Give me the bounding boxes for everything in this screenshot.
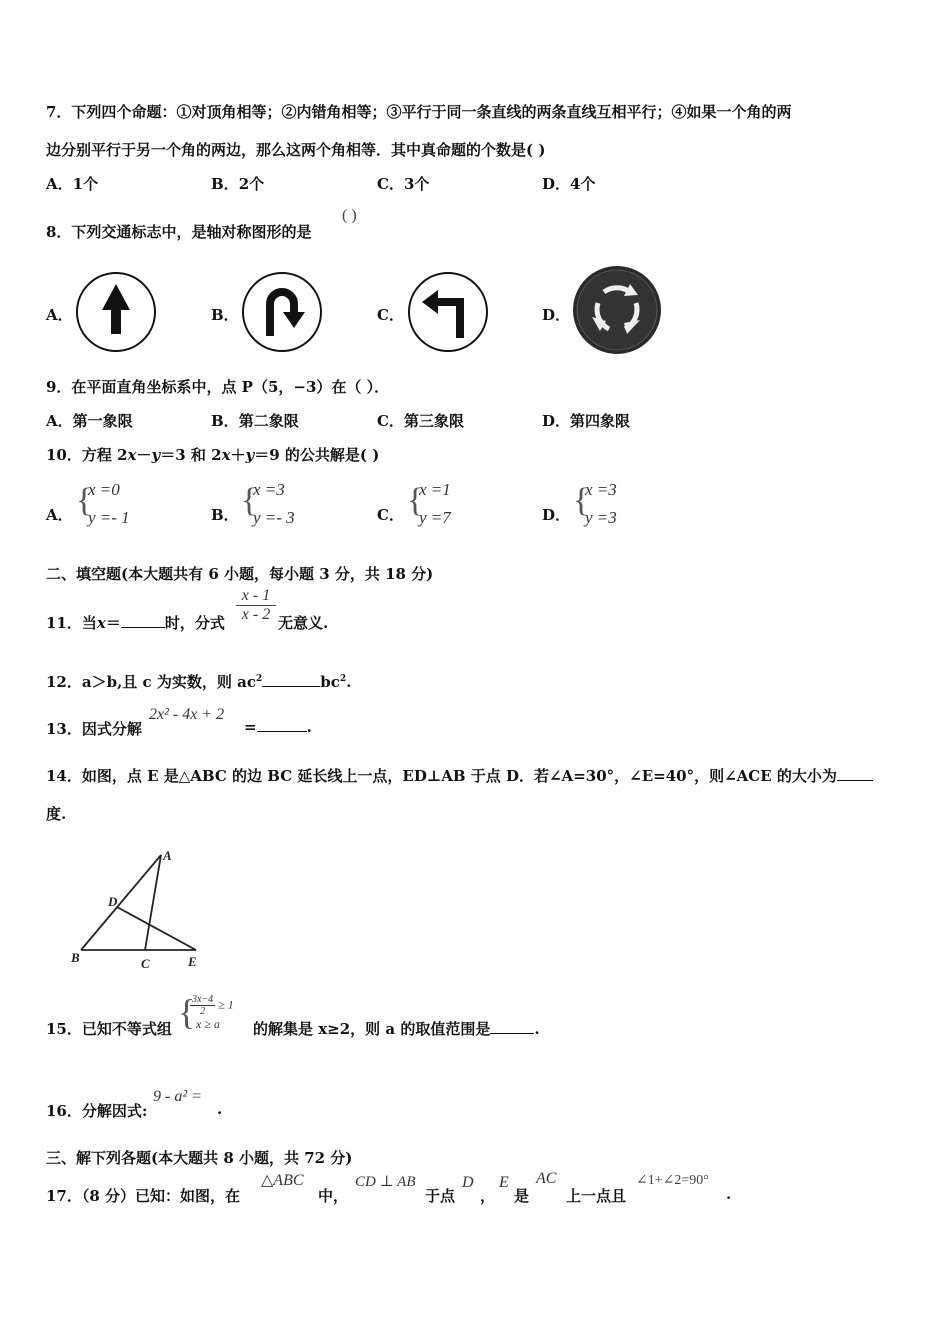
q15-inequality-system: $\frac{3x-4}{2}$ ≥ 1 x ≥ a bbox=[192, 994, 234, 1031]
brace-icon: { bbox=[241, 482, 258, 519]
q8-option-d-label[interactable]: D． bbox=[542, 306, 571, 324]
straight-arrow-icon[interactable] bbox=[74, 270, 158, 354]
q9-stem: 9．在平面直角坐标系中，点 P（5，−3）在（ ）． bbox=[46, 378, 390, 396]
q17-comma: ， bbox=[480, 1187, 496, 1205]
segment-ac bbox=[145, 855, 161, 950]
label-c: C bbox=[141, 956, 150, 971]
q10-option-d-label[interactable]: D． bbox=[542, 506, 571, 524]
q10-option-b-system: x =3 y =- 3 bbox=[253, 480, 295, 527]
answer-blank[interactable] bbox=[490, 1033, 534, 1034]
q9-option-a[interactable]: A．第一象限 bbox=[46, 412, 133, 430]
section-3-heading: 三、解下列各题(本大题共 8 小题，共 72 分) bbox=[46, 1149, 353, 1167]
q8-option-b-label[interactable]: B． bbox=[211, 306, 239, 324]
q17-segment-ac: AC bbox=[536, 1170, 557, 1187]
q11-post: 无意义. bbox=[278, 614, 329, 632]
label-a: A bbox=[163, 848, 172, 863]
q8-option-c-label[interactable]: C． bbox=[377, 306, 404, 324]
brace-icon: { bbox=[178, 992, 196, 1032]
q17-text-2: 于点 bbox=[425, 1187, 456, 1205]
q8-stem: 8．下列交通标志中，是轴对称图形的是 bbox=[46, 223, 312, 241]
u-turn-icon[interactable] bbox=[240, 270, 324, 354]
q13-tail: = . bbox=[244, 718, 312, 736]
q7-option-a[interactable]: A．1个 bbox=[46, 175, 99, 193]
q7-option-d[interactable]: D．4个 bbox=[542, 175, 596, 193]
q7-option-c[interactable]: C．3个 bbox=[377, 175, 430, 193]
q9-option-c[interactable]: C．第三象限 bbox=[377, 412, 464, 430]
q10-option-d-system: x =3 y =3 bbox=[585, 480, 617, 527]
triangle-figure bbox=[44, 843, 214, 973]
q13-expression: 2x² - 4x + 2 bbox=[149, 706, 225, 723]
q13-stem: 13．因式分解 bbox=[46, 720, 142, 738]
q10-option-a-system: x =0 y =- 1 bbox=[88, 480, 130, 527]
segment-ba bbox=[81, 855, 161, 950]
q17-text-3: 是 bbox=[514, 1187, 530, 1205]
answer-blank[interactable] bbox=[837, 780, 873, 781]
q17-point-e: E bbox=[499, 1174, 509, 1191]
q10-option-a-label[interactable]: A． bbox=[46, 506, 73, 524]
label-d: D bbox=[108, 894, 118, 909]
q7-line1: 7．下列四个命题：①对顶角相等；②内错角相等；③平行于同一条直线的两条直线互相平行；④如果一个角的两 bbox=[46, 103, 792, 121]
segment-de bbox=[117, 907, 196, 950]
q11-fraction: x - 1 x - 2 bbox=[236, 587, 276, 624]
q11-stem: 11．当x＝ 时，分式 bbox=[46, 614, 225, 632]
q10-option-c-system: x =1 y =7 bbox=[419, 480, 451, 527]
q17-text-4: 上一点且 bbox=[566, 1187, 627, 1205]
left-turn-icon[interactable] bbox=[406, 270, 490, 354]
q8-option-a-label[interactable]: A． bbox=[46, 306, 73, 324]
q17-perpendicular: CD ⊥ AB bbox=[355, 1174, 416, 1190]
answer-blank[interactable] bbox=[121, 627, 165, 628]
brace-icon: { bbox=[407, 482, 424, 519]
answer-blank[interactable] bbox=[257, 731, 307, 732]
q12-stem: 12．a＞b,且 c 为实数，则 $ac^2$ $bc^2$. bbox=[46, 673, 352, 691]
q14-line2: 度. bbox=[46, 805, 67, 823]
q10-option-c-label[interactable]: C． bbox=[377, 506, 404, 524]
q16-expression: 9 - a² = bbox=[153, 1088, 202, 1105]
q15-stem: 15．已知不等式组 bbox=[46, 1020, 172, 1038]
q9-option-d[interactable]: D．第四象限 bbox=[542, 412, 631, 430]
section-2-heading: 二、填空题(本大题共有 6 小题，每小题 3 分，共 18 分) bbox=[46, 565, 434, 583]
q17-point-d: D bbox=[462, 1174, 474, 1191]
q17-stem: 17．（8 分）已知：如图，在 bbox=[46, 1187, 241, 1205]
label-e: E bbox=[188, 954, 197, 969]
brace-icon: { bbox=[573, 482, 590, 519]
label-b: B bbox=[71, 950, 80, 965]
brace-icon: { bbox=[76, 482, 93, 519]
q14-line1: 14．如图，点 E 是△ABC 的边 BC 延长线上一点，ED⊥AB 于点 D．若∠A=30°，∠E=40°，则∠ACE 的大小为 bbox=[46, 765, 873, 786]
q17-triangle: △ABC bbox=[261, 1172, 304, 1189]
answer-blank[interactable] bbox=[262, 686, 320, 687]
roundabout-icon[interactable] bbox=[572, 265, 662, 355]
q15-tail: 的解集是 x≥2，则 a 的取值范围是 . bbox=[253, 1020, 540, 1038]
q8-paren: ( ) bbox=[342, 207, 357, 224]
q16-stem: 16．分解因式: bbox=[46, 1102, 148, 1120]
q17-end: . bbox=[726, 1185, 732, 1203]
q10-stem: 10．方程 2x－y＝3 和 2x＋y＝9 的公共解是( ) bbox=[46, 446, 380, 464]
q17-text-1: 中， bbox=[318, 1187, 349, 1205]
q7-line2: 边分别平行于另一个角的两边，那么这两个角相等．其中真命题的个数是( ) bbox=[46, 141, 546, 159]
q17-angles: ∠1+∠2=90° bbox=[636, 1173, 709, 1188]
q9-option-b[interactable]: B．第二象限 bbox=[211, 412, 299, 430]
q16-end: . bbox=[217, 1100, 223, 1118]
q10-option-b-label[interactable]: B． bbox=[211, 506, 239, 524]
q7-option-b[interactable]: B．2个 bbox=[211, 175, 265, 193]
